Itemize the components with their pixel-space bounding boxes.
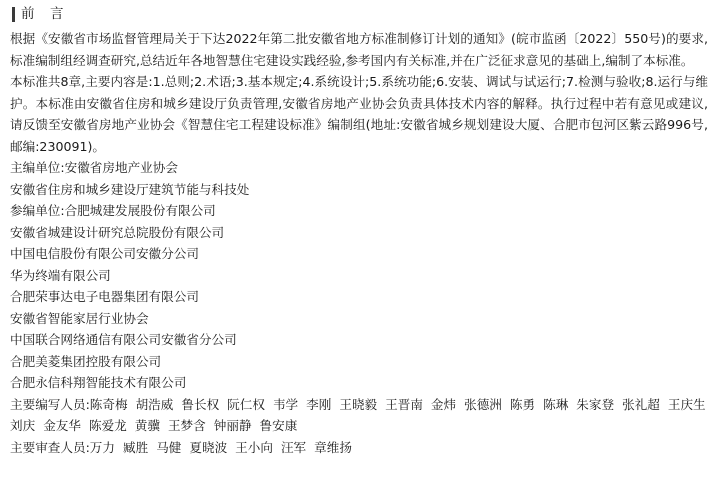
- organization-line: 合肥美菱集团控股有限公司: [10, 353, 162, 369]
- heading-text: 前 言: [21, 6, 65, 22]
- document-body: [10, 28, 708, 458]
- organization-line: 安徽省智能家居行业协会: [10, 310, 149, 326]
- paragraph-2: 本标准共8章,主要内容是:1.总则;2.术语;3.基本规定;4.系统设计;5.系统功能;6.安装、调试与试运行;7.检测与验收;8.运行与维护。本标准由安徽省住房和城乡建设厅负责管理,安徽省房地产业协会负责具体技术内容的解释。执行过程中若有意见或建议,请反馈至安徽省房地产业协会《智慧住宅工程建设标准》编制组(地址:安徽省城乡规划建设大厦、合肥市包河区紫云路996号,邮编:230091)。: [10, 74, 708, 154]
- organization-line: 安徽省城建设计研究总院股份有限公司: [10, 224, 225, 240]
- organization-line: 参编单位:合肥城建发展股份有限公司: [10, 203, 216, 218]
- organization-line: 安徽省住房和城乡建设厅建筑节能与科技处: [10, 181, 250, 197]
- writers-line-continued: 刘庆 金友华 陈爱龙 黄骥 王梦含 钟丽静 鲁安康: [10, 418, 298, 433]
- organization-line: 合肥永信科翔智能技术有限公司: [10, 375, 187, 390]
- organization-line: 中国电信股份有限公司安徽分公司: [10, 246, 199, 261]
- organization-line: 主编单位:安徽省房地产业协会: [10, 160, 178, 175]
- organization-line: 中国联合网络通信有限公司安徽省分公司: [10, 332, 237, 347]
- organization-line: 华为终端有限公司: [10, 267, 111, 283]
- document-heading: [12, 0, 708, 28]
- writers-line: 主要编写人员:陈奇梅 胡浩威 鲁长权 阮仁权 韦学 李刚 王晓毅 王晋南 金炜 张德洲 陈勇 陈琳 朱家登 张礼超 王庆生: [10, 396, 706, 412]
- paragraph-1: 根据《安徽省市场监督管理局关于下达2022年第二批安徽省地方标准制修订计划的通知》(皖市监函〔2022〕550号)的要求,标准编制组经调查研究,总结近年各地智慧住宅建设实践经验,参考国内有关标准,并在广泛征求意见的基础上,编制了本标准。: [10, 31, 708, 68]
- reviewers-line: 主要审查人员:万力 臧胜 马健 夏晓波 王小向 汪军 章维扬: [10, 439, 352, 455]
- heading-accent-bar: [12, 7, 15, 22]
- organization-line: 合肥荣事达电子电器集团有限公司: [10, 289, 199, 304]
